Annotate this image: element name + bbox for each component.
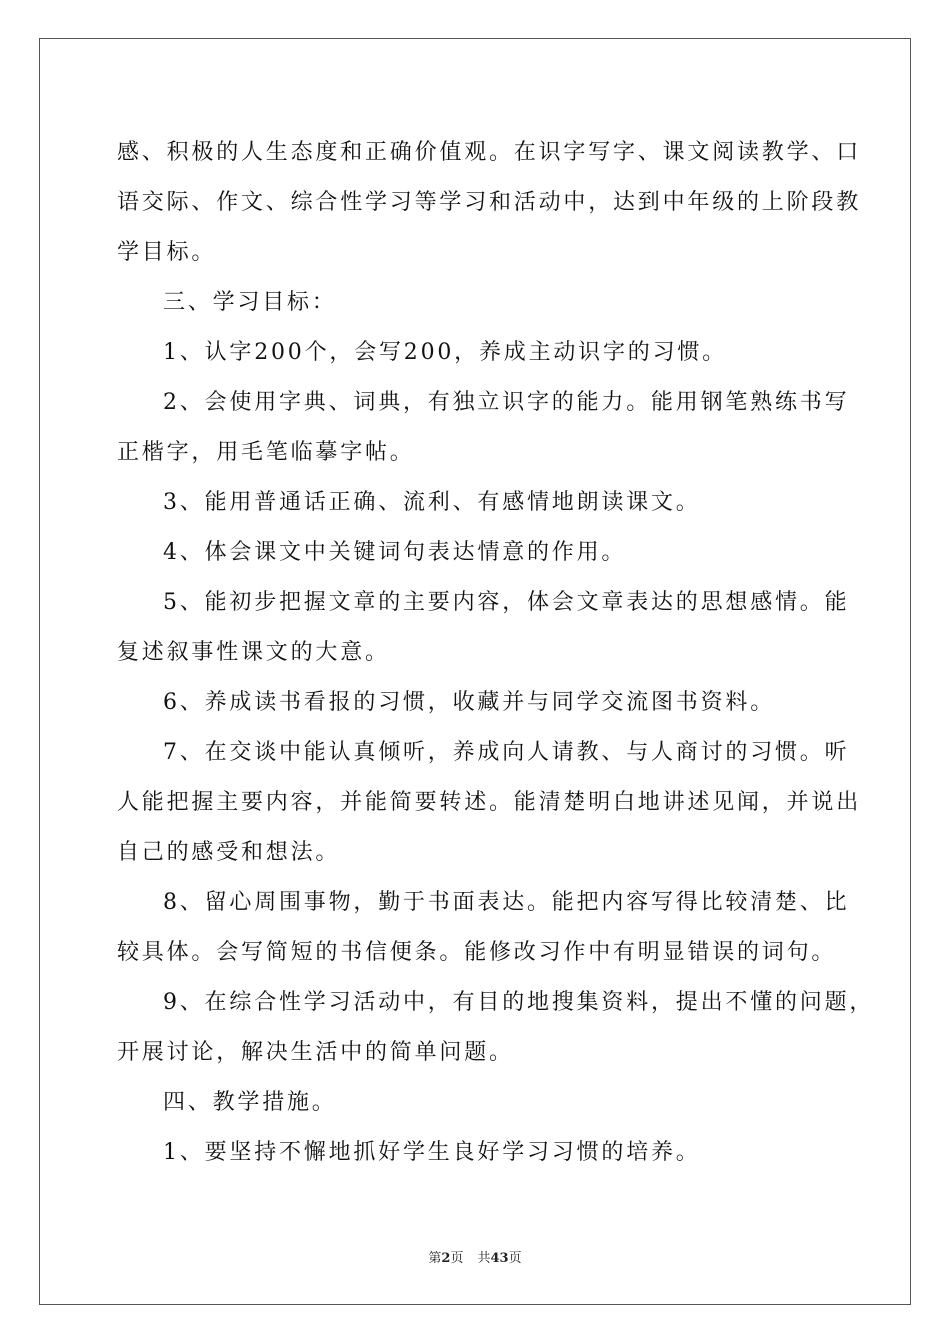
- list-item: 9、在综合性学习活动中，有目的地搜集资料，提出不懂的问题，: [163, 990, 875, 1015]
- page-footer: [0, 1247, 950, 1266]
- list-item: 8、留心周围事物，勤于书面表达。能把内容写得比较清楚、比: [163, 890, 850, 915]
- footer-total-suffix: 页: [508, 1251, 522, 1266]
- list-item: 3、能用普通话正确、流利、有感情地朗读课文。: [163, 490, 701, 515]
- list-item: 1、认字200个，会写200，养成主动识字的习惯。: [163, 340, 727, 365]
- list-item: 1、要坚持不懈地抓好学生良好学习习惯的培养。: [163, 1140, 701, 1165]
- list-item-continuation: 复述叙事性课文的大意。: [117, 640, 390, 665]
- footer-page-number: 2: [441, 1251, 451, 1266]
- footer-total-pages: 43: [490, 1251, 509, 1266]
- list-item: 7、在交谈中能认真倾听，养成向人请教、与人商讨的习惯。听: [163, 740, 850, 765]
- list-item-continuation: 开展讨论，解决生活中的简单问题。: [117, 1040, 514, 1065]
- list-item: 6、养成读书看报的习惯，收藏并与同学交流图书资料。: [163, 690, 775, 715]
- list-item-continuation: 较具体。会写简短的书信便条。能修改习作中有明显错误的词句。: [117, 940, 837, 965]
- document-body: [117, 128, 875, 1178]
- footer-total-prefix: 共: [477, 1251, 491, 1266]
- paragraph-line: 感、积极的人生态度和正确价值观。在识字写字、课文阅读教学、口: [117, 140, 862, 165]
- list-item: 5、能初步把握文章的主要内容，体会文章表达的思想感情。能: [163, 590, 850, 615]
- footer-page-prefix: 第: [428, 1251, 442, 1266]
- list-item-continuation: 人能把握主要内容，并能简要转述。能清楚明白地讲述见闻，并说出: [117, 790, 862, 815]
- list-item: 2、会使用字典、词典，有独立识字的能力。能用钢笔熟练书写: [163, 390, 850, 415]
- list-item-continuation: 自己的感受和想法。: [117, 840, 341, 865]
- section-heading: 四、教学措施。: [163, 1090, 337, 1115]
- list-item-continuation: 正楷字，用毛笔临摹字帖。: [117, 440, 415, 465]
- paragraph-line: 学目标。: [117, 240, 217, 265]
- footer-page-suffix: 页: [450, 1251, 464, 1266]
- paragraph-line: 语交际、作文、综合性学习等学习和活动中，达到中年级的上阶段教: [117, 190, 862, 215]
- section-heading: 三、学习目标：: [163, 290, 337, 315]
- list-item: 4、体会课文中关键词句表达情意的作用。: [163, 540, 627, 565]
